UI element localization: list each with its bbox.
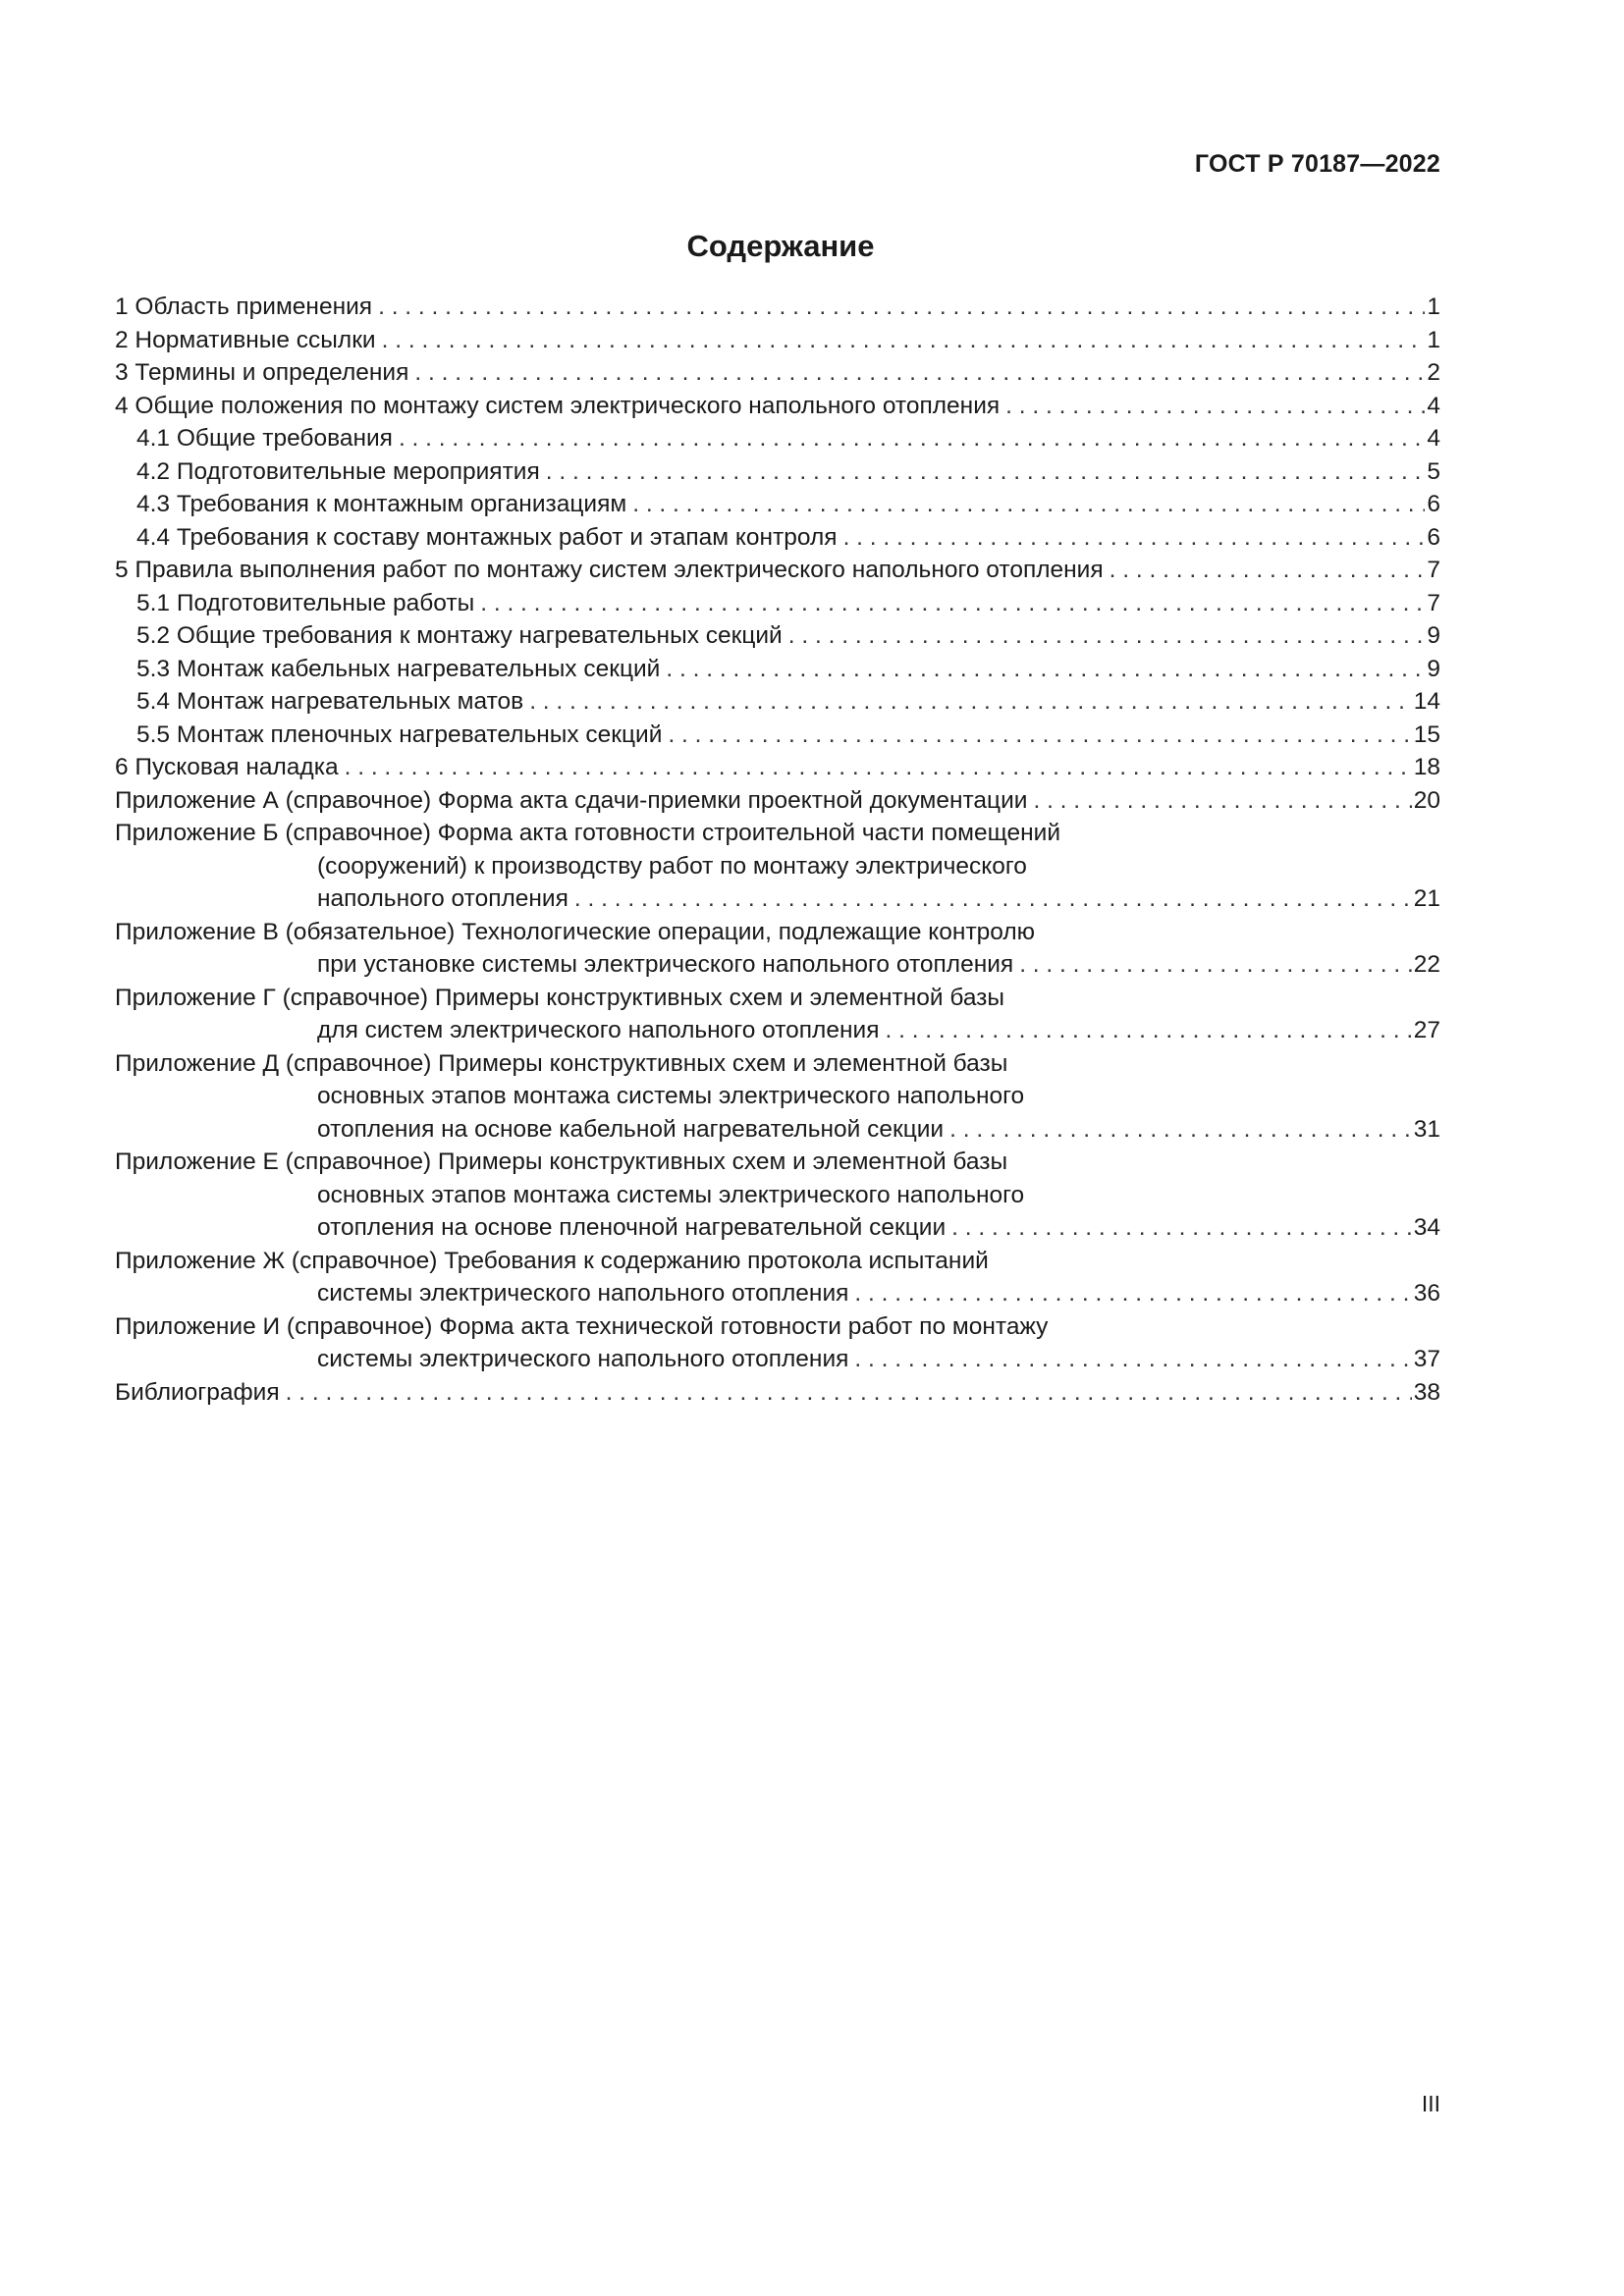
- toc-entry-title: для систем электрического напольного отопления: [317, 1017, 880, 1043]
- toc-entry[interactable]: [115, 982, 1440, 1047]
- toc-entry-title: 4.1 Общие требования: [136, 425, 393, 452]
- toc-entry[interactable]: [115, 554, 1440, 587]
- toc-entry-line: [115, 1376, 1440, 1410]
- table-of-contents: [115, 291, 1440, 1409]
- toc-entry[interactable]: [115, 422, 1440, 455]
- toc-entry[interactable]: [115, 488, 1440, 521]
- toc-entry-title: 3 Термины и определения: [115, 359, 409, 386]
- toc-entry[interactable]: [115, 817, 1440, 916]
- dot-leader: [854, 1277, 1411, 1310]
- toc-entry-title: Приложение Г (справочное) Примеры конструктивных схем и элементной базы: [115, 984, 1005, 1011]
- toc-page-number: 14: [1413, 688, 1440, 715]
- toc-entry-line: [115, 784, 1440, 818]
- toc-page-number: 9: [1427, 622, 1440, 649]
- dot-leader: [788, 619, 1426, 653]
- dot-leader: [378, 291, 1425, 324]
- toc-page-number: 31: [1413, 1115, 1440, 1143]
- toc-entry-title: Приложение В (обязательное) Технологические операции, подлежащие контролю: [115, 918, 1036, 945]
- toc-entry-title: 5.1 Подготовительные работы: [136, 589, 475, 616]
- dot-leader: [632, 488, 1425, 521]
- toc-entry-continuation: [115, 1113, 1440, 1147]
- toc-entry-continuation: [115, 1014, 1440, 1047]
- toc-entry[interactable]: [115, 685, 1440, 719]
- toc-entry-title: 5.2 Общие требования к монтажу нагревательных секций: [136, 622, 783, 649]
- toc-entry-title: 4.3 Требования к монтажным организациям: [136, 491, 627, 517]
- toc-entry[interactable]: [115, 455, 1440, 489]
- dot-leader: [1019, 948, 1412, 982]
- toc-entry-continuation: [115, 948, 1440, 982]
- toc-page-number: 36: [1413, 1280, 1440, 1307]
- toc-entry-continuation: [115, 1080, 1440, 1113]
- dot-leader: [382, 324, 1426, 357]
- toc-entry[interactable]: [115, 1310, 1440, 1376]
- toc-entry-title: 5.4 Монтаж нагревательных матов: [136, 688, 524, 715]
- toc-page-number: 6: [1427, 491, 1440, 517]
- toc-page-number: 15: [1413, 721, 1440, 748]
- toc-entry-line: [115, 751, 1440, 784]
- dot-leader: [854, 1343, 1411, 1376]
- toc-entry-line: [115, 390, 1440, 423]
- toc-entry[interactable]: [115, 1047, 1440, 1147]
- toc-entry[interactable]: [115, 751, 1440, 784]
- toc-entry[interactable]: [115, 521, 1440, 555]
- toc-entry-title: отопления на основе пленочной нагревательной секции: [317, 1214, 947, 1241]
- toc-entry-title: 4.4 Требования к составу монтажных работ и этапам контроля: [136, 523, 838, 551]
- toc-entry-title: 5 Правила выполнения работ по монтажу систем электрического напольного отопления: [115, 557, 1104, 583]
- toc-entry-line: [115, 817, 1440, 850]
- toc-page-number: 38: [1413, 1378, 1440, 1406]
- toc-entry-title: Приложение Б (справочное) Форма акта готовности строительной части помещений: [115, 820, 1061, 846]
- toc-entry-continuation: [115, 1343, 1440, 1376]
- toc-entry-title: системы электрического напольного отопления: [317, 1280, 849, 1307]
- toc-entry-line: [115, 356, 1440, 390]
- toc-entry-line: [115, 521, 1440, 555]
- toc-entry-line: [115, 685, 1440, 719]
- dot-leader: [951, 1211, 1412, 1245]
- dot-leader: [1033, 784, 1411, 818]
- toc-entry-line: [115, 1047, 1440, 1081]
- toc-entry[interactable]: [115, 653, 1440, 686]
- toc-entry-title: основных этапов монтажа системы электрического напольного: [317, 1181, 1025, 1208]
- toc-entry-line: [115, 982, 1440, 1015]
- toc-page-number: 20: [1413, 786, 1440, 814]
- toc-entry[interactable]: [115, 916, 1440, 982]
- toc-page-number: 37: [1413, 1346, 1440, 1372]
- toc-entry[interactable]: [115, 291, 1440, 324]
- toc-entry-line: [115, 324, 1440, 357]
- toc-entry-title: основных этапов монтажа системы электрического напольного: [317, 1083, 1025, 1109]
- toc-page-number: 21: [1413, 885, 1440, 912]
- toc-entry-line: [115, 1146, 1440, 1179]
- toc-entry-title: Приложение А (справочное) Форма акта сдачи-приемки проектной документации: [115, 786, 1028, 814]
- toc-entry-title: (сооружений) к производству работ по монтажу электрического: [317, 852, 1027, 880]
- toc-page-number: 9: [1427, 655, 1440, 682]
- toc-entry-title: отопления на основе кабельной нагревательной секции: [317, 1115, 945, 1143]
- toc-entry-title: 6 Пусковая наладка: [115, 754, 339, 780]
- toc-page-number: 4: [1427, 425, 1440, 452]
- toc-entry-line: [115, 488, 1440, 521]
- dot-leader: [414, 356, 1425, 390]
- toc-entry-title: Библиография: [115, 1378, 280, 1406]
- toc-entry[interactable]: [115, 1245, 1440, 1310]
- dot-leader: [1110, 554, 1426, 587]
- toc-entry-title: Приложение Д (справочное) Примеры конструктивных схем и элементной базы: [115, 1049, 1008, 1077]
- toc-entry-line: [115, 619, 1440, 653]
- dot-leader: [574, 882, 1412, 916]
- toc-entry[interactable]: [115, 619, 1440, 653]
- toc-entry-line: [115, 1310, 1440, 1344]
- toc-entry-continuation: [115, 850, 1440, 883]
- dot-leader: [843, 521, 1426, 555]
- toc-entry[interactable]: [115, 587, 1440, 620]
- dot-leader: [666, 653, 1425, 686]
- toc-entry-title: Приложение Ж (справочное) Требования к содержанию протокола испытаний: [115, 1247, 989, 1274]
- toc-page-number: 7: [1427, 589, 1440, 616]
- toc-entry-line: [115, 587, 1440, 620]
- toc-entry-title: Приложение Е (справочное) Примеры конструктивных схем и элементной базы: [115, 1148, 1008, 1175]
- toc-entry-continuation: [115, 1211, 1440, 1245]
- toc-page-number: 22: [1413, 951, 1440, 978]
- toc-entry-title: напольного отопления: [317, 885, 568, 912]
- toc-entry-title: 5.5 Монтаж пленочных нагревательных секций: [136, 721, 663, 748]
- dot-leader: [529, 685, 1412, 719]
- toc-entry[interactable]: [115, 390, 1440, 423]
- dot-leader: [949, 1113, 1412, 1147]
- toc-entry-continuation: [115, 1179, 1440, 1212]
- toc-entry-line: [115, 291, 1440, 324]
- toc-page-number: 18: [1413, 754, 1440, 780]
- toc-page-number: 27: [1413, 1017, 1440, 1043]
- dot-leader: [345, 751, 1412, 784]
- page-title: Содержание: [686, 229, 875, 263]
- toc-page-number: 5: [1427, 457, 1440, 485]
- dot-leader: [885, 1014, 1411, 1047]
- toc-entry[interactable]: [115, 356, 1440, 390]
- dot-leader: [1005, 390, 1425, 423]
- toc-entry-title: 4 Общие положения по монтажу систем электрического напольного отопления: [115, 392, 1001, 419]
- toc-page-number: 2: [1427, 359, 1440, 386]
- toc-entry-title: Приложение И (справочное) Форма акта технической готовности работ по монтажу: [115, 1312, 1049, 1340]
- toc-page-number: 1: [1427, 294, 1440, 320]
- toc-entry[interactable]: [115, 784, 1440, 818]
- toc-entry-continuation: [115, 1277, 1440, 1310]
- toc-entry-line: [115, 916, 1440, 949]
- dot-leader: [668, 719, 1411, 752]
- toc-page-number: 4: [1427, 392, 1440, 419]
- page-number: III: [1421, 2091, 1440, 2116]
- toc-page-number: 6: [1427, 523, 1440, 551]
- dot-leader: [546, 455, 1426, 489]
- toc-entry[interactable]: [115, 324, 1440, 357]
- dot-leader: [399, 422, 1425, 455]
- toc-entry-line: [115, 719, 1440, 752]
- document-code: ГОСТ Р 70187—2022: [1194, 150, 1440, 178]
- toc-entry-line: [115, 554, 1440, 587]
- toc-entry-line: [115, 1245, 1440, 1278]
- toc-entry-title: 1 Область применения: [115, 294, 373, 320]
- toc-entry-line: [115, 455, 1440, 489]
- toc-page-number: 1: [1427, 326, 1440, 353]
- toc-page-number: 34: [1413, 1214, 1440, 1241]
- toc-entry-title: 4.2 Подготовительные мероприятия: [136, 457, 540, 485]
- toc-page-number: 7: [1427, 557, 1440, 583]
- toc-entry-title: 5.3 Монтаж кабельных нагревательных секций: [136, 655, 661, 682]
- toc-entry-title: системы электрического напольного отопления: [317, 1346, 849, 1372]
- dot-leader: [286, 1376, 1412, 1410]
- toc-entry-continuation: [115, 882, 1440, 916]
- toc-entry-title: при установке системы электрического напольного отопления: [317, 951, 1014, 978]
- toc-entry[interactable]: [115, 1146, 1440, 1245]
- dot-leader: [480, 587, 1425, 620]
- toc-entry-title: 2 Нормативные ссылки: [115, 326, 376, 353]
- toc-entry[interactable]: [115, 1376, 1440, 1410]
- toc-entry-line: [115, 653, 1440, 686]
- toc-entry[interactable]: [115, 719, 1440, 752]
- toc-entry-line: [115, 422, 1440, 455]
